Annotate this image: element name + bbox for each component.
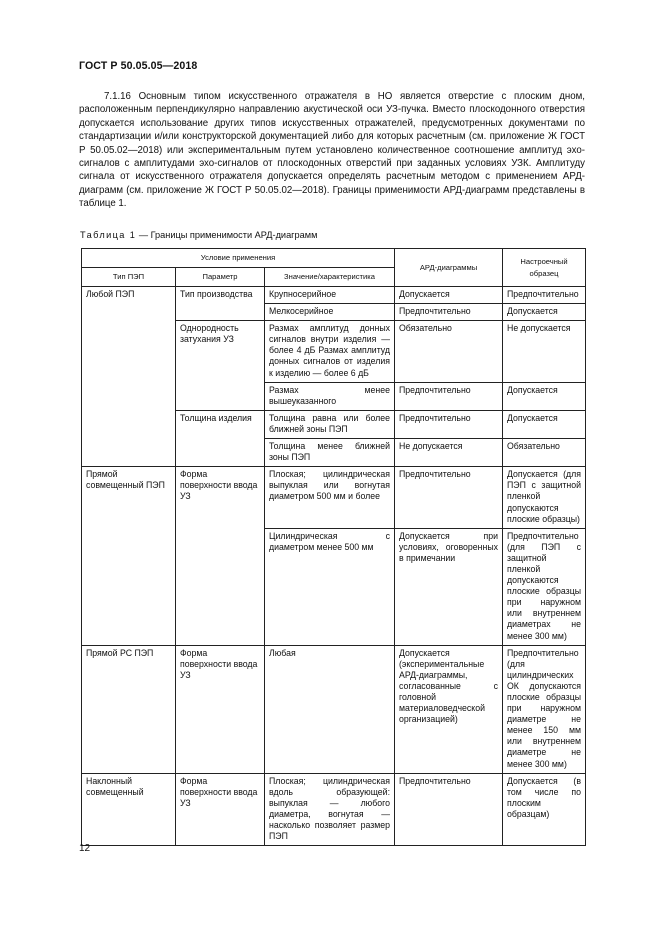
- table-row: [82, 287, 586, 304]
- cell-sample: Не допускается: [503, 321, 586, 382]
- cell-value: Цилиндрическая с диаметром менее 500 мм: [265, 528, 395, 645]
- body-paragraph: 7.1.16 Основным типом искусственного отражателя в НО является отверстие с плоским дном, расположенным перпендикулярно направлению акустической оси УЗ-пучка. Вместо плоскодонного отверстия допускается использование других типов искусственных отражателей, предусмотренных документами по стандартизации и/или конструкторской документацией либо для которых расчетным (см. приложение Ж ГОСТ Р 50.05.02—2018) или экспериментальным путем установлено количественное соотношение амплитуд эхо-сигналов с амплитудами эхо-сигналов от плоскодонных отверстий при заданных условиях УЗК. Амплитуду сигнала от искусственного отражателя допускается определять расчетным методом с применением АРД-диаграмм (см. приложение Ж ГОСТ Р 50.05.02—2018). Границы применимости АРД-диаграмм представлены в таблице 1.: [79, 91, 585, 210]
- cell-parameter: Форма поверхности ввода УЗ: [176, 773, 265, 846]
- cell-ard: Допускается при условиях, оговоренных в примечании: [395, 528, 503, 645]
- cell-value: Размах амплитуд донных сигналов внутри изделия — более 4 дБ Размах амплитуд донных сигналов от изделия к изделию — более 6 дБ: [265, 321, 395, 382]
- cell-sample: Предпочтительно (для цилиндрических ОК допускаются плоские образцы при наружном диаметре не менее 150 мм или внутреннем диаметре не менее 300 мм): [503, 645, 586, 773]
- cell-parameter: Однородность затухания УЗ: [176, 321, 265, 411]
- document-header: ГОСТ Р 50.05.05—2018: [79, 60, 198, 72]
- cell-pep-type: Прямой РС ПЭП: [82, 645, 176, 773]
- table-row: [82, 773, 586, 846]
- header-parameter: Параметр: [176, 268, 265, 287]
- cell-ard: Допускается: [395, 287, 503, 304]
- cell-ard: Предпочтительно: [395, 773, 503, 846]
- cell-parameter: Толщина изделия: [176, 410, 265, 466]
- header-sample: Настроечный образец: [503, 249, 586, 287]
- cell-parameter: Форма поверхности ввода УЗ: [176, 467, 265, 645]
- cell-value: Крупносерийное: [265, 287, 395, 304]
- cell-value: Размах менее вышеуказанного: [265, 382, 395, 410]
- cell-value: Плоская; цилиндрическая вдоль образующей: выпуклая — любого диаметра, вогнутая — насколько позволяет размер ПЭП: [265, 773, 395, 846]
- table-caption: [80, 230, 317, 240]
- cell-sample: Допускается: [503, 410, 586, 438]
- cell-parameter: Тип производства: [176, 287, 265, 321]
- cell-ard: Не допускается: [395, 439, 503, 467]
- cell-sample: Предпочтительно: [503, 287, 586, 304]
- page-number: 12: [79, 843, 91, 854]
- cell-sample: Допускается (в том числе по плоским образцам): [503, 773, 586, 846]
- cell-sample: Предпочтительно (для ПЭП с защитной пленкой допускаются плоские образцы при наружном или внутреннем диаметрах не менее 300 мм): [503, 528, 586, 645]
- cell-ard: Предпочтительно: [395, 304, 503, 321]
- cell-ard: Предпочтительно: [395, 467, 503, 528]
- header-pep-type: Тип ПЭП: [82, 268, 176, 287]
- table-row: [82, 467, 586, 528]
- cell-sample: Допускается (для ПЭП с защитной пленкой допускаются плоские образцы): [503, 467, 586, 528]
- table-caption-label: Таблица 1: [80, 230, 137, 240]
- cell-ard: Предпочтительно: [395, 382, 503, 410]
- header-conditions: Условие применения: [82, 249, 395, 268]
- table-row: [82, 645, 586, 773]
- applicability-table: [81, 248, 586, 846]
- cell-parameter: Форма поверхности ввода УЗ: [176, 645, 265, 773]
- cell-pep-type: Прямой совмещенный ПЭП: [82, 467, 176, 645]
- table-header-row: [82, 249, 586, 268]
- header-value: Значение/характеристика: [265, 268, 395, 287]
- table-caption-title: — Границы применимости АРД-диаграмм: [136, 230, 318, 240]
- cell-pep-type: Наклонный совмещенный: [82, 773, 176, 846]
- cell-sample: Обязательно: [503, 439, 586, 467]
- cell-value: Плоская; цилиндрическая выпуклая или вогнутая диаметром 500 мм и более: [265, 467, 395, 528]
- cell-pep-type: Любой ПЭП: [82, 287, 176, 467]
- cell-ard: Допускается (экспериментальные АРД-диаграммы, согласованные с головной материаловедческой организацией): [395, 645, 503, 773]
- cell-ard: Предпочтительно: [395, 410, 503, 438]
- cell-value: Толщина менее ближней зоны ПЭП: [265, 439, 395, 467]
- cell-value: Любая: [265, 645, 395, 773]
- header-ard: АРД-диаграммы: [395, 249, 503, 287]
- cell-value: Толщина равна или более ближней зоны ПЭП: [265, 410, 395, 438]
- cell-sample: Допускается: [503, 382, 586, 410]
- cell-sample: Допускается: [503, 304, 586, 321]
- cell-value: Мелкосерийное: [265, 304, 395, 321]
- cell-ard: Обязательно: [395, 321, 503, 382]
